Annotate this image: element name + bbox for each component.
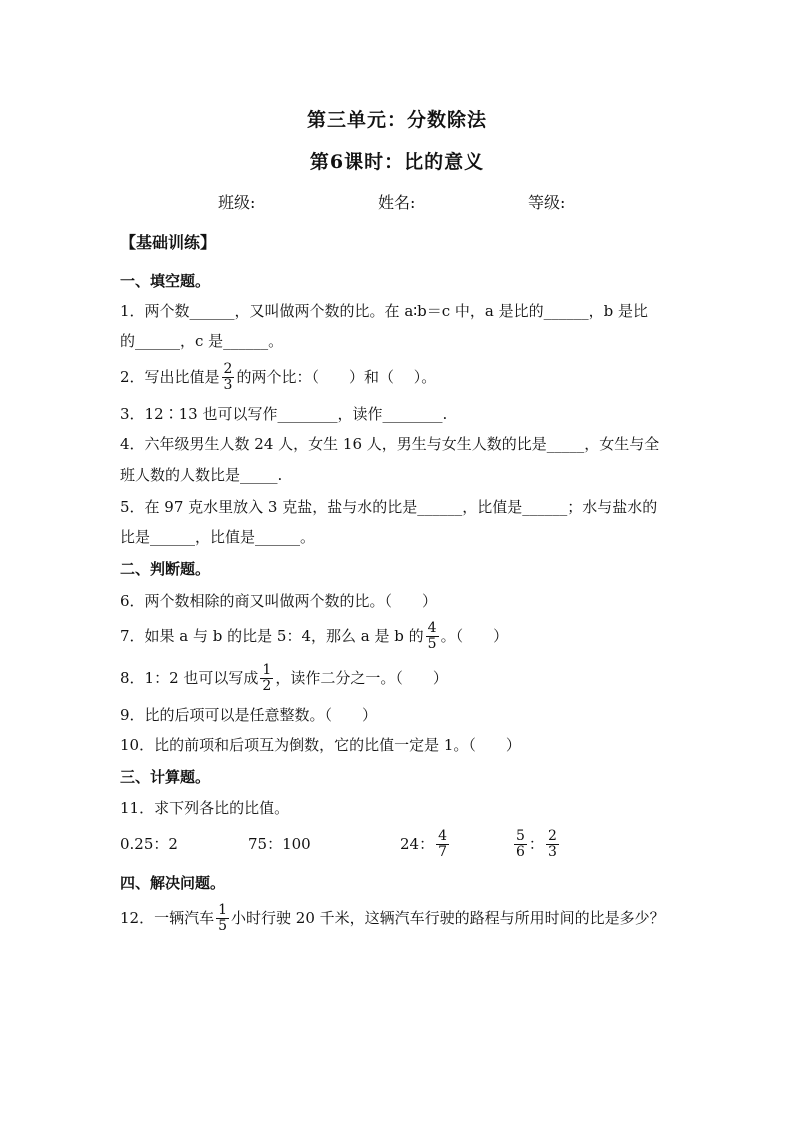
student-info-row [0,190,794,214]
fraction-denominator: 6 [516,843,525,860]
fraction-denominator: 7 [438,843,448,860]
fraction-denominator: 2 [262,677,272,694]
question-7 [120,616,700,656]
question-7-fraction [426,621,439,652]
fraction-denominator: 5 [218,917,228,934]
fraction-numerator: 4 [438,827,448,844]
name-label: 姓名: [378,193,416,212]
grade-label: 等级: [528,193,566,212]
section-fill-in: 一、填空题。 [120,272,211,290]
unit-title: 第三单元：分数除法 [306,109,487,131]
calc-item-1: 0.25：2 [120,835,178,853]
question-12-text-post: 小时行驶 20 千米，这辆汽车行驶的路程与所用时间的比是多少？ [231,909,665,927]
fraction-denominator: 5 [427,635,437,652]
class-label: 班级: [218,193,256,212]
question-7-text-post: 。（ ） [440,627,509,645]
calc-item-4-fraction-b [546,829,559,860]
question-7-text-pre: 7．如果 a 与 b 的比是 5：4，那么 a 是 b 的 [120,627,424,645]
question-10: 10．比的前项和后项互为倒数，它的比值一定是 1。（ ） [120,736,521,754]
question-8 [120,658,700,698]
question-4-line-2: 班人数的人数比是_____. [120,466,283,484]
question-5-line-1: 5．在 97 克水里放入 3 克盐，盐与水的比是______，比值是______；水与盐水的 [120,498,658,516]
question-2-fraction [222,362,235,393]
question-3: 3．12∶13 也可以写作________，读作________. [120,405,448,423]
fraction-numerator: 5 [516,827,525,844]
calc-item-3 [400,822,451,866]
calc-item-4-fraction-a [514,829,527,860]
calc-item-4 [512,822,561,866]
lesson-title: 第6课时：比的意义 [309,151,485,173]
section-true-false: 二、判断题。 [120,560,211,578]
section-basic-training: 【基础训练】 [120,233,217,252]
question-1-line-1: 1．两个数______，又叫做两个数的比。在 a∶b＝c 中，a 是比的______，b 是比 [120,302,649,320]
section-word-problems: 四、解决问题。 [120,874,226,892]
fraction-numerator: 4 [427,619,437,636]
calc-item-2: 75：100 [248,835,311,853]
question-2-text-post: 的两个比：（ ）和（ ）。 [236,368,437,386]
calc-item-4-separator: ： [528,835,544,853]
calc-item-3-fraction [436,829,449,860]
calculation-items [120,822,700,866]
question-5-line-2: 比是______，比值是______。 [120,528,316,546]
question-8-text-post: ，读作二分之一。（ ） [275,669,448,687]
question-8-text-pre: 8．1：2 也可以写成 [120,669,259,687]
fraction-numerator: 1 [218,901,228,918]
question-12-text-pre: 12．一辆汽车 [120,909,215,927]
question-11: 11．求下列各比的比值。 [120,799,290,817]
fraction-denominator: 3 [547,843,557,860]
fraction-numerator: 1 [262,661,272,678]
question-6: 6．两个数相除的商又叫做两个数的比。（ ） [120,592,438,610]
question-1-line-2: 的______，c 是______。 [120,332,284,350]
fraction-denominator: 3 [223,376,233,393]
calc-item-3-pre: 24： [400,835,435,853]
fraction-numerator: 2 [223,360,233,377]
question-12-fraction [216,903,229,934]
section-calculation: 三、计算题。 [120,768,211,786]
fraction-numerator: 2 [547,827,557,844]
question-12 [120,898,680,938]
question-2-text-pre: 2．写出比值是 [120,368,220,386]
question-4-line-1: 4．六年级男生人数 24 人，女生 16 人，男生与女生人数的比是_____，女生与全 [120,435,660,453]
question-2 [120,357,700,397]
question-9: 9．比的后项可以是任意整数。（ ） [120,706,378,724]
question-8-fraction [260,663,273,694]
